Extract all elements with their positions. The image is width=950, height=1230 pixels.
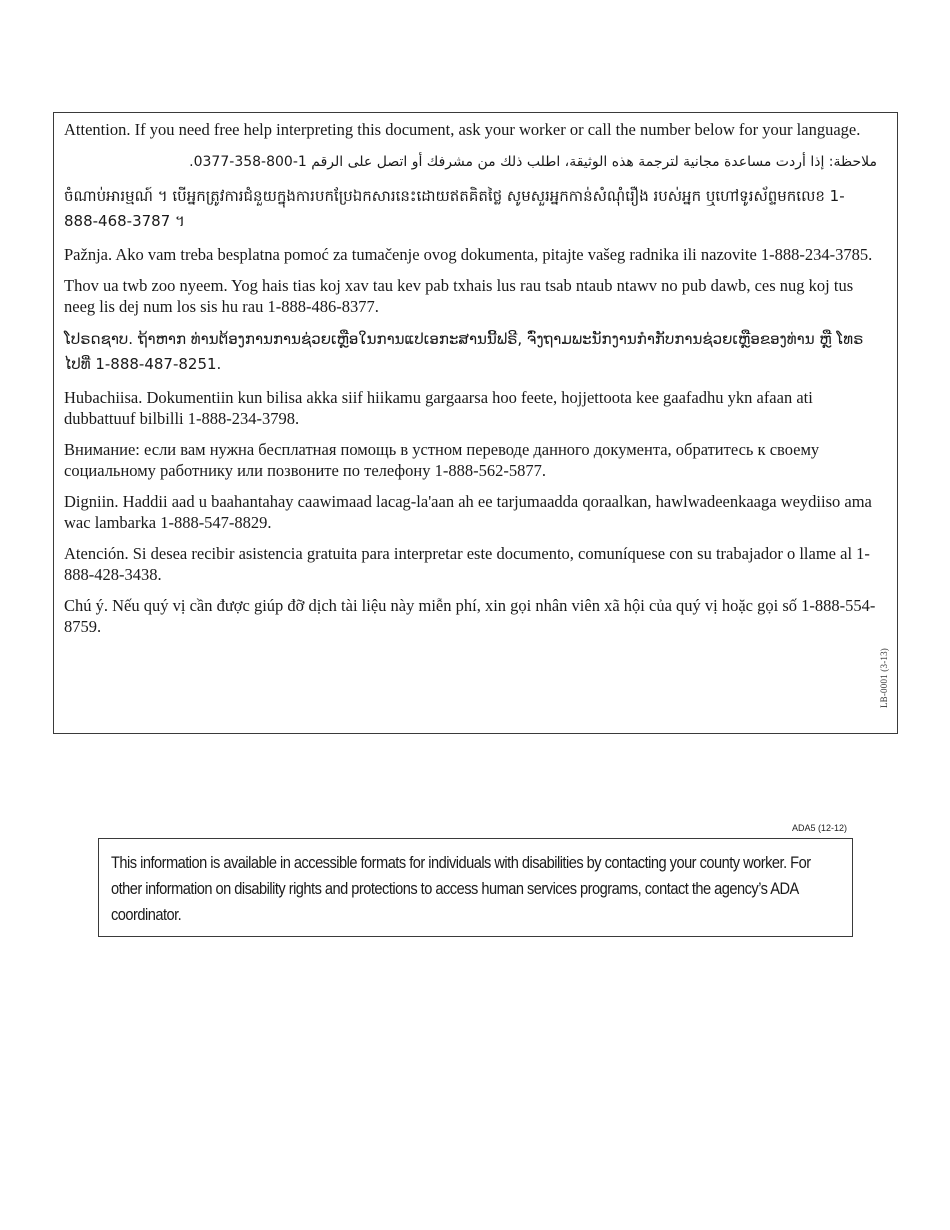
notice-somali: Digniin. Haddii aad u baahantahay caawimaad lacag-la'aan ah ee tarjumaadda qoraalkan, hawlwadeenkaaga weydiiso ama wac lambarka 1-888-547-8829.	[64, 492, 872, 532]
notice-english: Attention. If you need free help interpreting this document, ask your worker or call the number below for your language.	[64, 120, 861, 139]
notice-spanish: Atención. Si desea recibir asistencia gratuita para interpretar este documento, comuníquese con su trabajador o llame al 1-888-428-3438.	[64, 544, 870, 584]
notice-arabic: ملاحظة: إذا أردت مساعدة مجانية لترجمة هذه الوثيقة، اطلب ذلك من مشرفك أو اتصل على الرقم 1-800-358-0377.	[189, 154, 877, 170]
notice-russian: Внимание: если вам нужна бесплатная помощь в устном переводе данного документа, обратитесь к своему социальному работнику или позвоните по телефону 1-888-562-5877.	[64, 440, 820, 480]
notice-hmong: Thov ua twb zoo nyeem. Yog hais tias koj xav tau kev pab txhais lus rau tsab ntaub ntawv no pub dawb, ces nug koj tus neeg lis dej num los sis hu rau 1-888-486-8377.	[64, 276, 854, 316]
notice-khmer: ចំណាប់អារម្មណ៍ ។ បើអ្នកត្រូវការជំនួយក្នុងការបកប្រែឯកសារនេះដោយឥតគិតថ្លៃ សូមសួរអ្នកកាន់សំណុំរឿង របស់អ្នក ឬហៅទូរស័ព្ទមកលេខ 1-888-468-3787 ។	[64, 187, 845, 230]
notice-vietnamese: Chú ý. Nếu quý vị cần được giúp đỡ dịch tài liệu này miễn phí, xin gọi nhân viên xã hội của quý vị hoặc gọi số 1-888-554-8759.	[64, 596, 876, 636]
form-code: LB-0001 (3-13)	[879, 648, 889, 709]
ada-notice-box	[98, 838, 853, 937]
ada-form-code: ADA5 (12-12)	[792, 823, 848, 833]
language-notices-box	[53, 112, 898, 734]
ada-notice-text: This information is available in accessible formats for individuals with disabilities by contacting your county worker. For other information on disability rights and protections to access human services programs, contact the agency’s ADA coordinator.	[111, 853, 811, 924]
notice-lao: ໂປຣດຊາບ. ຖ້າຫາກ ທ່ານຕ້ອງການການຊ່ວຍເຫຼືອໃນການແປເອກະສານນີ້ຟຣີ, ຈົ່ງຖາມພະນັກງານກໍາກັບການຊ່ວຍເຫຼືອຂອງທ່ານ ຫຼື ໂທຣໄປທີ່ 1-888-487-8251.	[64, 330, 864, 373]
notice-oromo: Hubachiisa. Dokumentiin kun bilisa akka siif hiikamu gargaarsa hoo feete, hojjettoota kee gaafadhu ykn afaan ati dubbattuuf bilbilli 1-888-234-3798.	[64, 388, 813, 428]
notice-bosnian: Pažnja. Ako vam treba besplatna pomoć za tumačenje ovog dokumenta, pitajte vašeg radnika ili nazovite 1-888-234-3785.	[64, 245, 873, 264]
